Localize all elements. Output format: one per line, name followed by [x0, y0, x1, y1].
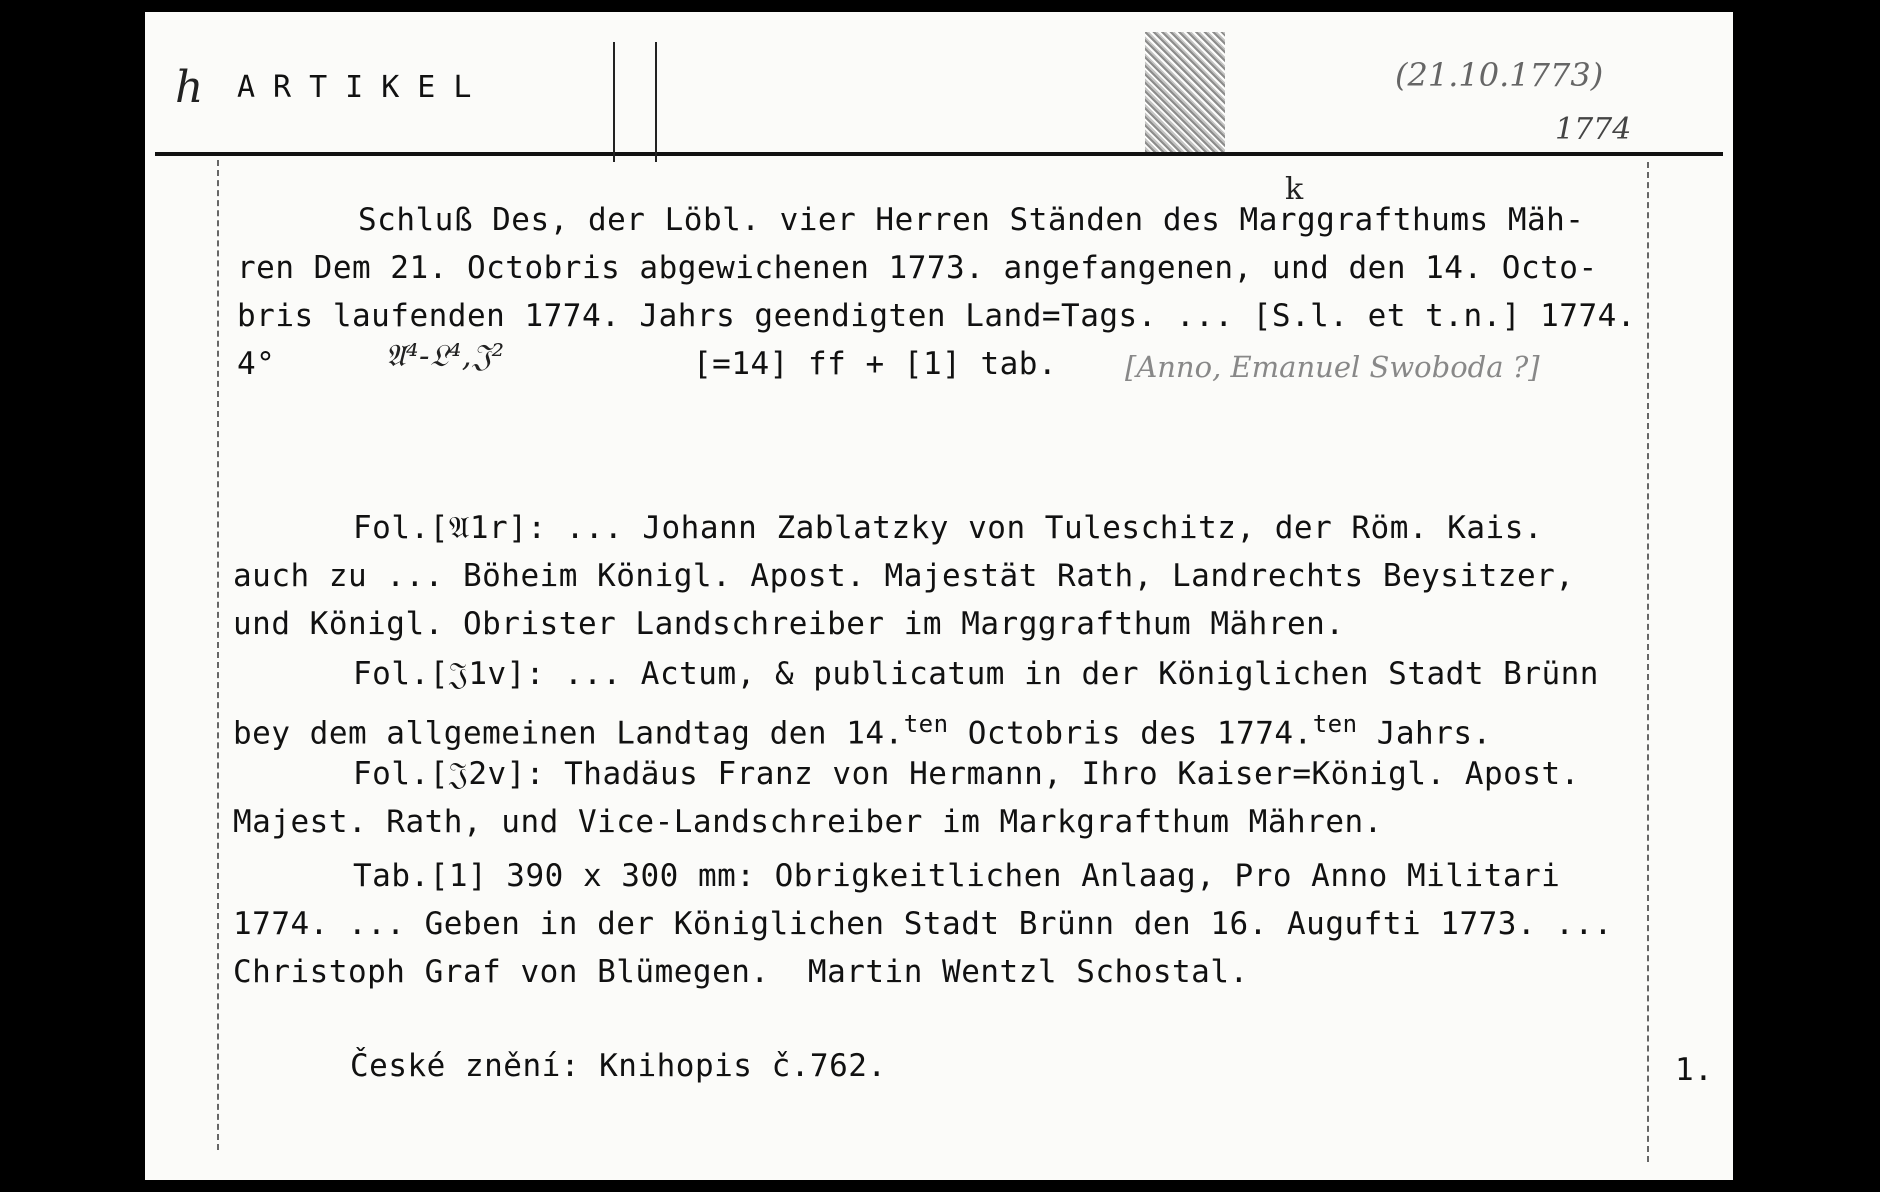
czech-reference: České znění: Knihopis č.762.: [350, 1048, 887, 1084]
header-year-note: 1774: [1555, 112, 1632, 147]
entry-leaves: [=14] ff + [1] tab.: [693, 346, 1058, 382]
folio-2-line-2: [233, 710, 1492, 751]
table-line-3: Christoph Graf von Blümegen. Martin Wentzl Schostal.: [233, 954, 1249, 990]
entry-line-1: Schluß Des, der Löbl. vier Herren Ständen des Marggrafthums Mäh-: [358, 202, 1585, 238]
header-rule: [155, 152, 1723, 156]
entry-format: 4°: [237, 346, 276, 382]
folio-1-line-2: auch zu ... Böheim Königl. Apost. Majestät Rath, Landrechts Beysitzer,: [233, 558, 1575, 594]
folio-2-text-a: bey dem allgemeinen Landtag den 14.: [233, 715, 904, 752]
table-line-1: Tab.[1] 390 x 300 mm: Obrigkeitlichen Anlaag, Pro Anno Militari: [353, 858, 1561, 894]
folio-1-line-3: und Königl. Obrister Landschreiber im Marggrafthum Mähren.: [233, 606, 1345, 642]
folio-2-text-b: Octobris des 1774.: [948, 715, 1313, 752]
entry-line-3: bris laufenden 1774. Jahrs geendigten Land=Tags. ... [S.l. et t.n.] 1774.: [237, 298, 1636, 334]
header-date-note: (21.10.1773): [1395, 56, 1604, 94]
margin-line-left: [217, 160, 219, 1150]
superscript-ten-2: ten: [1312, 710, 1358, 738]
header-title: ARTIKEL: [237, 70, 490, 105]
punch-hole-smudge: [1145, 32, 1225, 152]
entry-line-2: ren Dem 21. Octobris abgewichenen 1773. angefangenen, und den 14. Octo-: [237, 250, 1598, 286]
binder-line-right: [655, 42, 657, 162]
folio-3-line-2: Majest. Rath, und Vice-Landschreiber im Markgrafthum Mähren.: [233, 804, 1383, 840]
attribution-note: [Anno, Emanuel Swoboda ?]: [1125, 350, 1540, 384]
table-line-2: 1774. ... Geben in der Königlichen Stadt Brünn den 16. Augufti 1773. ...: [233, 906, 1613, 942]
folio-2-line-1: Fol.[𝔍1v]: ... Actum, & publicatum in der Königlichen Stadt Brünn: [353, 656, 1599, 692]
folio-2-text-c: Jahrs.: [1357, 715, 1492, 752]
header-letter: h: [175, 62, 204, 113]
catalog-card: [145, 12, 1733, 1180]
binder-line-left: [613, 42, 615, 162]
correction-mark: k: [1285, 172, 1304, 207]
entry-collation: 𝔄⁴-𝔏⁴,𝔍²: [385, 338, 505, 374]
folio-1-line-1: Fol.[𝔄1r]: ... Johann Zablatzky von Tuleschitz, der Röm. Kais.: [353, 510, 1544, 546]
card-number: 1.: [1675, 1052, 1714, 1088]
superscript-ten-1: ten: [903, 710, 949, 738]
margin-line-right: [1647, 162, 1649, 1162]
folio-3-line-1: Fol.[𝔍2v]: Thadäus Franz von Hermann, Ihro Kaiser=Königl. Apost.: [353, 756, 1580, 792]
